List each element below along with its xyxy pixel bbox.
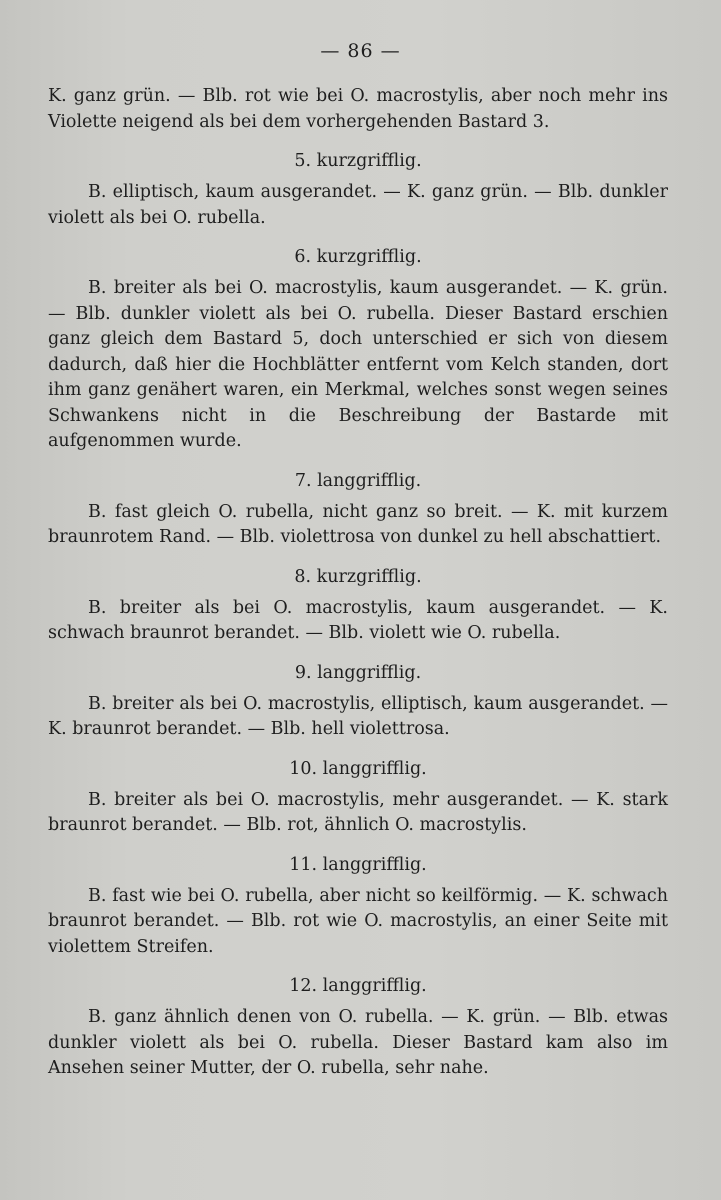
page-number: — 86 — xyxy=(320,40,401,62)
section-heading: 10. langgrifflig. xyxy=(289,758,427,779)
section-heading: 12. langgrifflig. xyxy=(289,976,427,996)
section-11 xyxy=(48,853,668,961)
section-text: B. breiter als bei O. macrostylis, kaum ausgerandet. — K. grün. — Blb. dunkler violett als bei O. rubella. Dieser Bastard erschien ganz gleich dem Bastard 5, doch unterschied er sich von diesem dadurch, daß hier die Hochblätter entfernt vom Kelch standen, dort ihm ganz genähert waren, ein Merkmal, welches sonst wegen seines Schwankens nicht in die Beschreibung der Bastarde mit aufgenommen wurde. xyxy=(48,278,668,451)
section-text: B. elliptisch, kaum ausgerandet. — K. ganz grün. — Blb. dunkler violett als bei O. rubella. xyxy=(48,182,668,228)
section-7 xyxy=(48,469,668,551)
section-9 xyxy=(48,661,668,743)
section-text: B. fast wie bei O. rubella, aber nicht so keilförmig. — K. schwach braunrot berandet. — Blb. rot wie O. macrostylis, an einer Seite mit violettem Streifen. xyxy=(48,885,668,957)
section-12 xyxy=(48,974,668,1082)
section-text: B. breiter als bei O. macrostylis, elliptisch, kaum ausgerandet. — K. braunrot berandet. — Blb. hell violettrosa. xyxy=(48,693,668,739)
section-text: B. fast gleich O. rubella, nicht ganz so breit. — K. mit kurzem braunrotem Rand. — Blb. violettrosa von dunkel zu hell abschattiert. xyxy=(48,501,668,547)
section-heading: 11. langgrifflig. xyxy=(289,854,427,875)
section-10 xyxy=(48,757,668,839)
section-text: B. breiter als bei O. macrostylis, kaum ausgerandet. — K. schwach braunrot berandet. — Blb. violett wie O. rubella. xyxy=(48,597,668,643)
section-heading: 9. langgrifflig. xyxy=(294,662,422,683)
intro-paragraph: K. ganz grün. — Blb. rot wie bei O. macrostylis, aber noch mehr ins Violette neigend als bei dem vorhergehenden Bastard 3. xyxy=(48,86,668,132)
section-heading: 7. langgrifflig. xyxy=(294,470,422,491)
section-text: B. ganz ähnlich denen von O. rubella. — K. grün. — Blb. etwas dunkler violett als bei O. rubella. Dieser Bastard kam also im Ansehen seiner Mutter, der O. rubella, sehr nahe. xyxy=(48,1007,668,1078)
page-body xyxy=(48,84,668,1082)
section-heading: 6. kurzgrifflig. xyxy=(294,247,422,267)
section-heading: 8. kurzgrifflig. xyxy=(294,566,422,587)
section-5 xyxy=(48,149,668,231)
section-heading: 5. kurzgrifflig. xyxy=(294,151,422,171)
section-6 xyxy=(48,245,668,455)
section-8 xyxy=(48,565,668,647)
section-text: B. breiter als bei O. macrostylis, mehr ausgerandet. — K. stark braunrot berandet. — Blb. rot, ähnlich O. macrostylis. xyxy=(48,789,668,835)
